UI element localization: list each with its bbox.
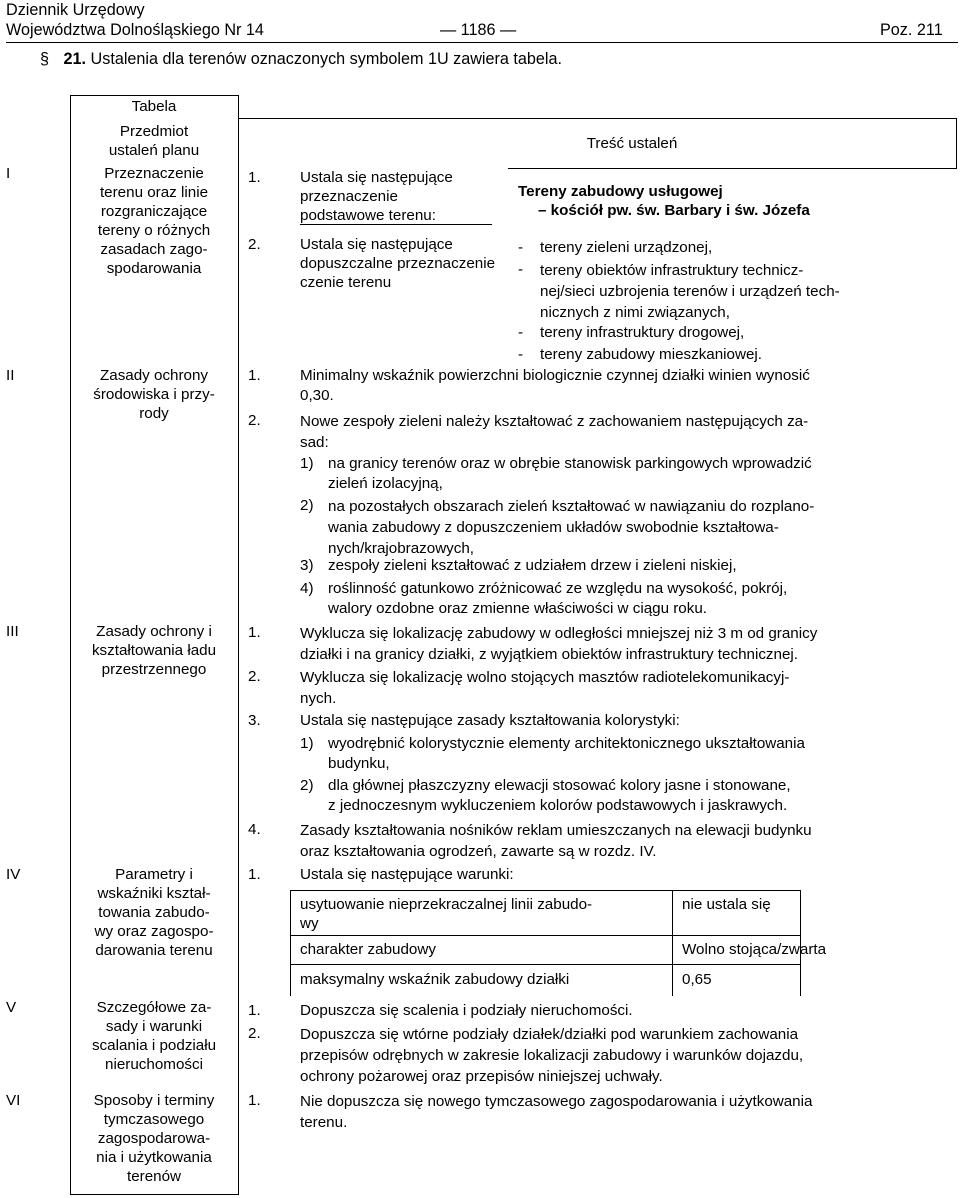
- list-item-text: tereny zieleni urządzonej,: [540, 239, 713, 256]
- header-rule: [6, 42, 958, 43]
- row1-item2-label: Ustala się następujące dopuszczalne przeznaczenie czenie terenu: [300, 236, 496, 291]
- row3-p4-number: 4.: [248, 821, 261, 838]
- row-subject-V: Szczegółowe za- sady i warunki scalania i podziału nieruchomości: [91, 999, 217, 1073]
- row6-p1-number: 1.: [248, 1092, 261, 1109]
- row-subject-VI: Sposoby i terminy tymczasowego zagospodarowa- nia i użytkowania terenów: [93, 1092, 215, 1185]
- journal-title-line1: Dziennik Urzędowy: [6, 1, 145, 19]
- journal-title-line2: Województwa Dolnośląskiego Nr 14: [6, 21, 264, 39]
- row1-allowed-list: [518, 238, 954, 364]
- row4-p1-text: Ustala się następujące warunki:: [300, 866, 514, 883]
- param-label-max-coverage: maksymalny wskaźnik zabudowy działki: [300, 971, 570, 988]
- row2-p1-number: 1.: [248, 367, 261, 384]
- list-item: [518, 323, 954, 342]
- row6-p1-text: Nie dopuszcza się nowego tymczasowego zagospodarowania i użytkowania terenu.: [300, 1093, 813, 1131]
- row1-basic-subtitle: – kościół pw. św. Barbary i św. Józefa: [538, 202, 810, 219]
- param-value-max-coverage: 0,65: [682, 971, 712, 988]
- list-item-text: tereny zabudowy mieszkaniowej.: [540, 346, 763, 363]
- row2-sub1-text: na granicy terenów oraz w obrębie stanowisk parkingowych wprowadzić zieleń izolacyjną,: [328, 455, 812, 492]
- param-value-building-line: nie ustala się: [682, 896, 771, 913]
- list-item-text: tereny obiektów infrastruktury technicz- nej/sieci uzbrojenia terenów i urządzeń tech- nicznych z nimi związanych,: [540, 262, 840, 321]
- list-item: [518, 345, 954, 364]
- row-subject-III: Zasady ochrony i kształtowania ładu przestrzennego: [91, 623, 217, 678]
- row-number-VI: VI: [6, 1092, 21, 1109]
- row3-sub1-number: 1): [300, 735, 314, 752]
- list-item-text: tereny infrastruktury drogowej,: [540, 324, 745, 341]
- row3-p3-number: 3.: [248, 712, 261, 729]
- content-header-bottom-rule: [508, 168, 957, 169]
- journal-title: [6, 0, 264, 40]
- row5-p2-number: 2.: [248, 1025, 261, 1042]
- row1-item1-label: Ustala się następujące przeznaczenie podstawowe terenu:: [300, 169, 453, 224]
- list-dash: -: [518, 346, 524, 363]
- table-column-divider: [238, 95, 239, 1194]
- row-number-III: III: [6, 623, 19, 640]
- row3-p4-text: Zasady kształtowania nośników reklam umieszczanych na elewacji budynku oraz kształtowania ogrodzeń, zawarte są w rozdz. IV.: [300, 822, 812, 860]
- row1-item1-underline: [300, 224, 492, 225]
- list-item: [518, 260, 954, 321]
- row2-sub3-number: 3): [300, 557, 314, 574]
- list-dash: -: [518, 324, 524, 341]
- params-table-middle-rule: [672, 890, 673, 996]
- row3-sub1-text: wyodrębnić kolorystycznie elementy architektonicznego ukształtowania budynku,: [328, 735, 805, 772]
- row2-sub4-text: roślinność gatunkowo zróżnicować ze względu na wysokość, pokrój, walory ozdobne oraz zmienne właściwości w ciągu roku.: [328, 580, 788, 617]
- paragraph-number: 21.: [63, 50, 87, 68]
- row3-p2-number: 2.: [248, 668, 261, 685]
- row3-sub2-number: 2): [300, 777, 314, 794]
- row1-item2-number: 2.: [248, 236, 261, 253]
- row2-p1-text: Minimalny wskaźnik powierzchni biologicznie czynnej działki winien wynosić 0,30.: [300, 367, 810, 404]
- params-table-left-rule: [290, 890, 291, 996]
- intro-text: Ustalenia dla terenów oznaczonych symbolem 1U zawiera tabela.: [90, 50, 563, 68]
- row5-p2-text: Dopuszcza się wtórne podziały działek/działki pod warunkiem zachowania przepisów odrębnych w zakresie lokalizacji zabudowy i warunków dojazdu, ochrony pożarowej oraz przepisów niniejszej uchwały.: [300, 1026, 804, 1085]
- params-table-row-rule: [290, 935, 800, 936]
- row2-sub2-number: 2): [300, 497, 314, 514]
- param-value-building-character: Wolno stojąca/zwarta: [682, 941, 827, 958]
- row3-sub2-text: dla głównej płaszczyzny elewacji stosować kolory jasne i stonowane, z jednoczesnym wykluczeniem kolorów podstawowych i jaskrawych.: [328, 777, 791, 814]
- content-column-header: Treść ustaleń: [586, 135, 678, 152]
- row-number-IV: IV: [6, 866, 21, 883]
- row-number-V: V: [6, 999, 17, 1016]
- row3-p2-text: Wyklucza się lokalizację wolno stojących masztów radiotelekomunikacyj- nych.: [300, 669, 790, 707]
- row5-p1-text: Dopuszcza się scalenia i podziały nieruchomości.: [300, 1002, 633, 1019]
- params-table-top-rule: [290, 890, 800, 891]
- intro-paragraph: [40, 49, 562, 69]
- table-caption: Tabela: [131, 98, 177, 115]
- list-dash: -: [518, 261, 524, 278]
- param-label-building-line: usytuowanie nieprzekraczalnej linii zabudo- wy: [300, 896, 593, 932]
- content-header-top-rule: [238, 118, 956, 119]
- row-subject-IV: Parametry i wskaźniki kształ- towania zabudo- wy oraz zagospo- darowania terenu: [94, 866, 214, 959]
- row3-p1-number: 1.: [248, 624, 261, 641]
- table-border-top: [70, 95, 239, 96]
- row2-sub1-number: 1): [300, 455, 314, 472]
- row1-basic-title: Tereny zabudowy usługowej: [518, 183, 723, 200]
- table-border-bottom: [70, 1194, 239, 1195]
- paragraph-sign: §: [40, 50, 50, 68]
- subject-column-header: Przedmiot ustaleń planu: [108, 123, 200, 159]
- row3-p1-text: Wyklucza się lokalizację zabudowy w odległości mniejszej niż 3 m od granicy działki i na granicy działki, z wyjątkiem obiektów infrastruktury technicznej.: [300, 625, 818, 663]
- params-table-row-rule: [290, 964, 800, 965]
- row5-p1-number: 1.: [248, 1002, 261, 1019]
- row-subject-II: Zasady ochrony środowiska i przy- rody: [93, 367, 215, 422]
- row2-sub3-text: zespoły zieleni kształtować z udziałem drzew i zieleni niskiej,: [328, 557, 737, 574]
- row-number-II: II: [6, 367, 15, 384]
- list-dash: -: [518, 239, 524, 256]
- row2-sub4-number: 4): [300, 580, 314, 597]
- param-label-building-character: charakter zabudowy: [300, 941, 436, 958]
- row4-p1-number: 1.: [248, 866, 261, 883]
- content-header-right-rule: [956, 118, 957, 168]
- position-number: Poz. 211: [880, 21, 943, 39]
- row2-sub2-text: na pozostałych obszarach zieleń kształtować w nawiązaniu do rozplano- wania zabudowy z dopuszczeniem układów swobodnie kształtowa- nych/krajobrazowych,: [328, 498, 815, 557]
- row3-p3-text: Ustala się następujące zasady kształtowania kolorystyki:: [300, 712, 680, 729]
- list-item: [518, 238, 954, 257]
- row-number-I: I: [6, 165, 11, 182]
- row-subject-I: Przeznaczenie terenu oraz linie rozgraniczające tereny o różnych zasadach zago- spodarowania: [97, 165, 211, 277]
- page-number: — 1186 —: [440, 21, 517, 39]
- row2-p2-text: Nowe zespoły zieleni należy kształtować z zachowaniem następujących za- sad:: [300, 413, 809, 451]
- row2-p2-number: 2.: [248, 412, 261, 429]
- row1-item1-number: 1.: [248, 169, 261, 186]
